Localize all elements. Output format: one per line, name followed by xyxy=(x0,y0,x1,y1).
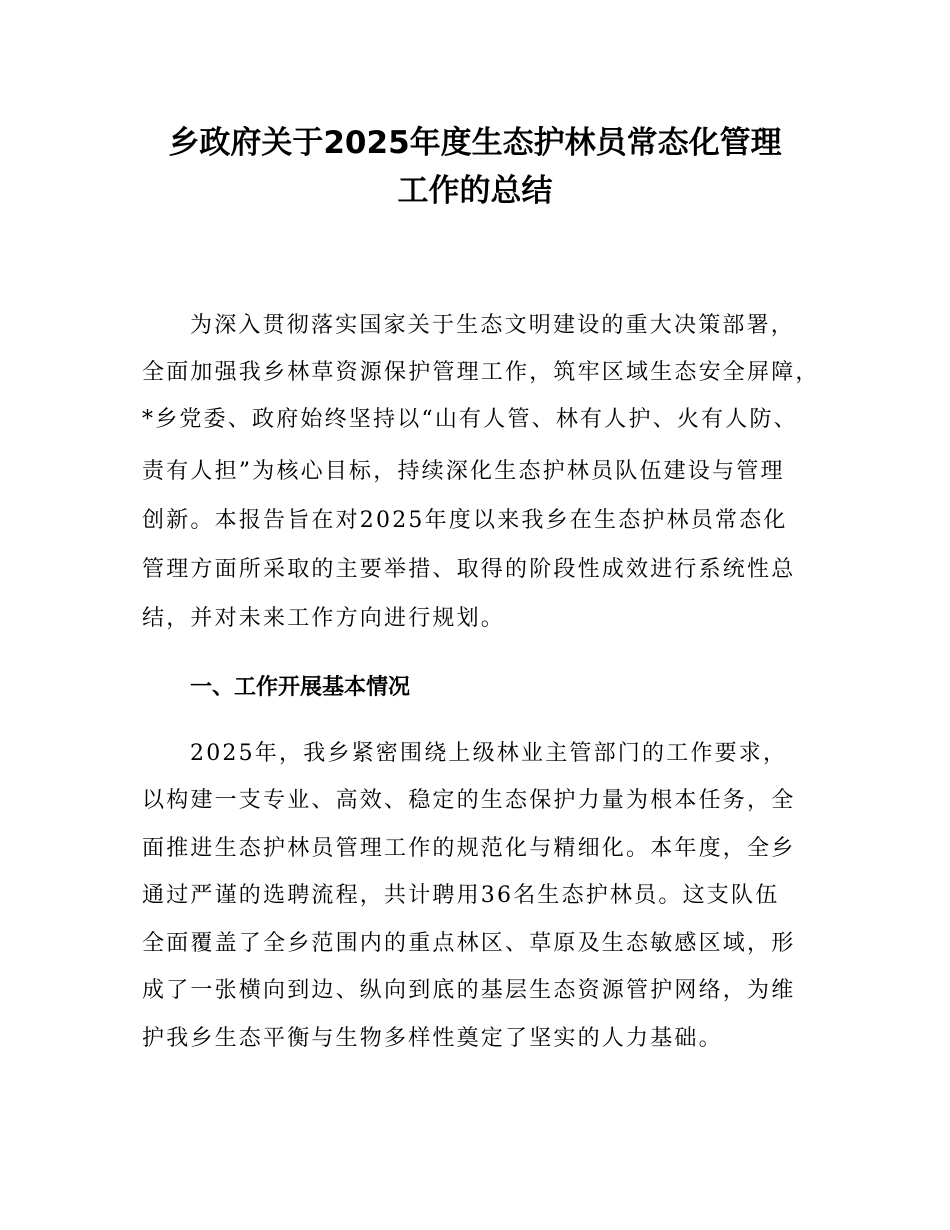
title-line-1: 乡政府关于2025年度生态护林员常态化管理 xyxy=(168,125,782,161)
section-heading-1: 一、工作开展基本情况 xyxy=(190,675,411,700)
paragraph-line: 全面加强我乡林草资源保护管理工作，筑牢区域生态安全屏障， xyxy=(142,360,820,385)
document-title xyxy=(100,119,850,215)
paragraph-line: *乡党委、政府始终坚持以“山有人管、林有人护、火有人防、 xyxy=(142,407,798,432)
paragraph-line: 面推进生态护林员管理工作的规范化与精细化。本年度，全乡 xyxy=(142,836,796,861)
paragraph-line: 成了一张横向到边、纵向到底的基层生态资源管护网络，为维 xyxy=(142,978,796,1003)
paragraph-line: 以构建一支专业、高效、稳定的生态保护力量为根本任务，全 xyxy=(142,788,796,813)
paragraph-line: 创新。本报告旨在对2025年度以来我乡在生态护林员常态化 xyxy=(142,508,788,533)
paragraph-line: 通过严谨的选聘流程，共计聘用36名生态护林员。这支队伍 xyxy=(142,883,780,908)
paragraph-line: 管理方面所采取的主要举措、取得的阶段性成效进行系统性总 xyxy=(142,557,796,582)
paragraph-line: 护我乡生态平衡与生物多样性奠定了坚实的人力基础。 xyxy=(142,1026,723,1051)
title-line-2: 工作的总结 xyxy=(397,173,553,209)
paragraph-line: 2025年，我乡紧密围绕上级林业主管部门的工作要求， xyxy=(190,741,788,766)
paragraph-line: 全面覆盖了全乡范围内的重点林区、草原及生态敏感区域，形 xyxy=(142,931,796,956)
paragraph-line: 为深入贯彻落实国家关于生态文明建设的重大决策部署， xyxy=(190,313,796,338)
paragraph-line: 责有人担”为核心目标，持续深化生态护林员队伍建设与管理 xyxy=(142,459,785,484)
paragraph-line: 结，并对未来工作方向进行规划。 xyxy=(142,606,506,631)
